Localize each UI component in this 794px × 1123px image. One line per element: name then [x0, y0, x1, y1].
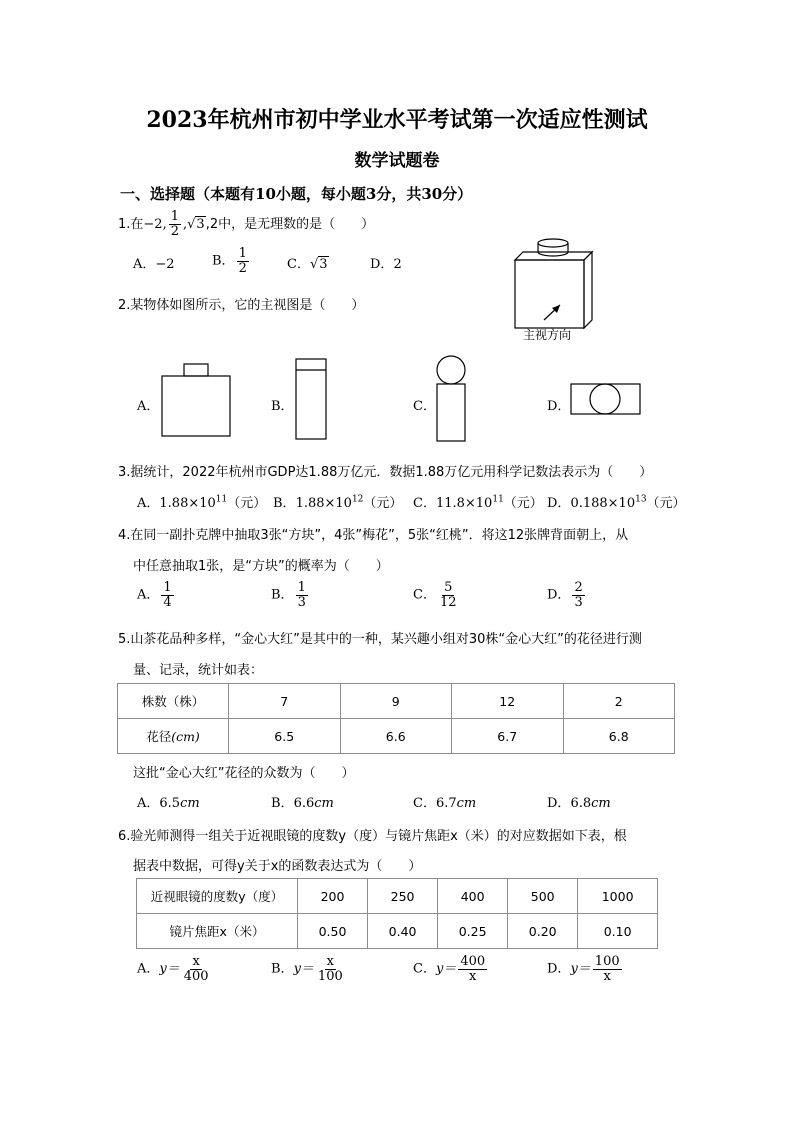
q5-table-cell: 6.6	[340, 719, 452, 754]
q5-table-cell: 6.7	[452, 719, 564, 754]
q2-option-a-figure[interactable]	[160, 363, 232, 439]
q3-option-b-exp: 12	[351, 494, 364, 505]
q2-view-direction-label: 主视方向	[523, 328, 572, 342]
q2-option-c-figure[interactable]	[434, 354, 470, 444]
q6-table-row-header: 镜片焦距x（米）	[137, 914, 298, 949]
q5-table-cell: 7	[229, 684, 341, 719]
q6-option-d-den: x	[603, 968, 611, 984]
q6-table-cell: 1000	[578, 879, 658, 914]
q4-option-b-den: 3	[297, 594, 306, 610]
q5-option-d-unit: cm	[591, 796, 611, 811]
q4-option-a-num: 1	[163, 580, 172, 595]
q5-option-d-value: 6.8	[570, 796, 592, 811]
q5-option-a-value: 6.5	[159, 796, 181, 811]
q5-option-d-label: D．	[547, 796, 571, 811]
q1-half-num: 1	[170, 209, 179, 225]
q6-table-cell: 400	[438, 879, 508, 914]
q6-option-c-lhs: y＝	[435, 961, 457, 977]
q6-option-b-num: x	[326, 954, 334, 969]
q5-data-table	[117, 683, 675, 754]
q4-option-a-den: 4	[163, 594, 172, 610]
q5-option-a[interactable]	[137, 792, 200, 811]
q3-option-d-exp: 13	[635, 494, 647, 505]
q3-option-b-label: B．	[273, 496, 296, 511]
q6-option-b-label: B．	[271, 961, 294, 977]
question-5-stem-line2: 量、记录，统计如表：	[133, 663, 264, 678]
q6-option-b-fraction	[316, 955, 345, 983]
q3-option-c-label: C．	[413, 496, 436, 511]
q4-option-c[interactable]	[413, 581, 461, 609]
q5-option-b-unit: cm	[314, 796, 334, 811]
q3-option-b-unit: （元）	[363, 496, 403, 511]
q2-option-a-label[interactable]: A．	[137, 399, 160, 414]
q3-option-c-unit: （元）	[503, 496, 543, 511]
q6-option-c-fraction	[458, 955, 487, 983]
q2-option-c-label[interactable]: C．	[413, 399, 436, 414]
q1-option-b-label: B．	[212, 253, 235, 269]
question-5-stem-line1: 5.山茶花品种多样，“金心大红”是其中的一种，某兴趣小组对30株“金心大红”的花径进行测	[118, 632, 642, 647]
q4-option-b-label: B．	[271, 587, 294, 603]
q1-option-c[interactable]	[287, 254, 329, 276]
q6-table-cell: 0.20	[508, 914, 578, 949]
q2-option-d-figure[interactable]	[569, 382, 643, 416]
q3-option-c[interactable]	[413, 492, 543, 511]
q6-table-cell: 0.25	[438, 914, 508, 949]
q4-option-d-label: D．	[547, 587, 571, 603]
q3-option-d[interactable]	[547, 492, 686, 511]
q6-option-b[interactable]	[271, 955, 347, 983]
q3-option-b-base: 1.88×10	[295, 496, 352, 511]
q6-table-row-header: 近视眼镜的度数y（度）	[137, 879, 298, 914]
q3-option-b[interactable]	[273, 492, 402, 511]
q5-option-b[interactable]	[271, 792, 334, 811]
q2-option-b-figure[interactable]	[295, 358, 329, 442]
q1-option-d[interactable]	[370, 254, 402, 276]
q6-table-cell: 0.50	[298, 914, 368, 949]
q6-option-c-label: C．	[413, 961, 436, 977]
q4-option-c-label: C．	[413, 587, 436, 603]
q1-comma: ,	[182, 217, 188, 232]
q3-option-c-base: 11.8×10	[435, 496, 493, 511]
q1-option-b[interactable]	[212, 247, 251, 275]
q4-option-b-num: 1	[297, 580, 306, 595]
q1-option-a-value: −2	[155, 257, 175, 272]
q5-option-b-value: 6.6	[293, 796, 315, 811]
q6-option-c-den: x	[469, 968, 477, 984]
q3-option-d-base: 0.188×10	[570, 496, 636, 511]
q3-option-a-base: 1.88×10	[159, 496, 216, 511]
q6-table-cell: 0.10	[578, 914, 658, 949]
q5-option-a-unit: cm	[180, 796, 200, 811]
q6-option-d-fraction	[593, 955, 622, 983]
q1-option-c-radicand: 3	[319, 257, 328, 272]
q5-table-cell: 12	[452, 684, 564, 719]
q5-option-d[interactable]	[547, 792, 611, 811]
q6-option-d-label: D．	[547, 961, 571, 977]
q5-option-b-label: B．	[271, 796, 294, 811]
q5-table-row-header	[118, 719, 229, 754]
q6-option-c[interactable]	[413, 955, 489, 983]
question-2-stem: 2.某物体如图所示，它的主视图是（ ）	[118, 298, 365, 313]
q4-option-b-fraction	[296, 581, 308, 609]
q1-option-a-label: A．	[133, 257, 156, 272]
q5-table-header-text: 花径	[146, 729, 172, 744]
question-4-stem-line2: 中任意抽取1张，是“方块”的概率为（ ）	[133, 559, 389, 574]
question-6-stem-line2: 据表中数据，可得y关于x的函数表达式为（ ）	[133, 859, 422, 874]
q3-option-a-unit: （元）	[227, 496, 267, 511]
q6-table-cell: 500	[508, 879, 578, 914]
q6-option-a-lhs: y＝	[159, 961, 180, 977]
q6-table-cell: 0.40	[368, 914, 438, 949]
q6-option-b-lhs: y＝	[293, 961, 314, 977]
q4-option-d-fraction	[572, 581, 584, 609]
q6-option-a-fraction	[182, 955, 211, 983]
q4-option-a-fraction	[161, 581, 173, 609]
q6-option-a-den: 400	[183, 968, 209, 984]
q1-suffix: ,2中，是无理数的是（ ）	[205, 217, 375, 232]
q1-option-a[interactable]	[133, 254, 175, 276]
q5-option-c-label: C．	[413, 796, 436, 811]
q1-option-b-den: 2	[238, 260, 247, 276]
q3-option-c-exp: 11	[492, 494, 504, 505]
question-3-stem: 3.据统计，2022年杭州市GDP达1.88万亿元．数据1.88万亿元用科学记数法表示为（ ）	[118, 465, 653, 480]
q3-option-a-label: A．	[137, 496, 160, 511]
q1-option-d-value: 2	[393, 257, 402, 272]
q5-option-c-value: 6.7	[435, 796, 457, 811]
q4-option-d[interactable]	[547, 581, 587, 609]
q6-table-cell: 250	[368, 879, 438, 914]
q5-option-c[interactable]	[413, 792, 476, 811]
q5-table-cell: 6.8	[563, 719, 675, 754]
q4-option-a-label: A．	[137, 587, 160, 603]
q6-option-d-num: 100	[594, 954, 620, 969]
q1-half-den: 2	[170, 224, 179, 239]
q1-prefix: 1.在	[118, 217, 144, 232]
q6-data-table	[136, 878, 658, 949]
q4-option-c-fraction	[438, 581, 459, 609]
q2-option-d-label[interactable]: D．	[547, 399, 571, 414]
q1-option-c-label: C．	[287, 257, 310, 272]
question-4-stem-line1: 4.在同一副扑克牌中抽取3张“方块”，4张”梅花”，5张“红桃”．将这12张牌背面朝上，从	[118, 528, 629, 543]
question-1-stem	[118, 210, 374, 240]
q6-option-d[interactable]	[547, 955, 624, 983]
q1-sqrt3-radicand: 3	[196, 217, 205, 232]
q1-option-d-label: D．	[370, 257, 394, 272]
q5-option-a-label: A．	[137, 796, 160, 811]
q3-option-a[interactable]	[137, 492, 266, 511]
q3-option-d-label: D．	[547, 496, 571, 511]
q6-table-row-focal	[137, 914, 658, 949]
q5-table-row-header: 株数（株）	[118, 684, 229, 719]
q4-option-c-num: 5	[444, 580, 453, 595]
q5-table-cell: 6.5	[229, 719, 341, 754]
q4-option-c-den: 12	[439, 594, 457, 610]
q6-table-cell: 200	[298, 879, 368, 914]
q3-option-a-exp: 11	[215, 494, 228, 505]
q1-option-b-num: 1	[238, 246, 247, 261]
q5-table-header-unit: (cm)	[171, 729, 200, 744]
q5-table-row-diameter	[118, 719, 675, 754]
q1-option-b-fraction	[237, 247, 249, 275]
q1-neg-two: −2,	[143, 217, 167, 232]
q6-table-row-degree	[137, 879, 658, 914]
q4-option-b[interactable]	[271, 581, 310, 609]
page-title: 2023年杭州市初中学业水平考试第一次适应性测试	[146, 107, 648, 133]
q6-option-b-den: 100	[317, 968, 343, 984]
q6-option-a[interactable]	[137, 955, 213, 983]
q6-option-a-label: A．	[137, 961, 160, 977]
page-subtitle: 数学试题卷	[354, 151, 440, 171]
q5-table-cell: 2	[563, 684, 675, 719]
q2-option-b-label[interactable]: B．	[271, 399, 294, 414]
q6-option-d-lhs: y＝	[570, 961, 591, 977]
q4-option-a[interactable]	[137, 581, 176, 609]
q4-option-d-den: 3	[574, 594, 583, 610]
q1-sqrt3: √3	[187, 217, 205, 232]
q1-half-fraction	[169, 210, 181, 238]
question-6-stem-line1: 6.验光师测得一组关于近视眼镜的度数y（度）与镜片焦距x（米）的对应数据如下表，根	[118, 829, 627, 844]
q5-question: 这批“金心大红”花径的众数为（ ）	[133, 766, 355, 781]
section-heading: 一、选择题（本题有10小题，每小题3分，共30分）	[120, 185, 473, 203]
q3-option-d-unit: （元）	[646, 496, 686, 511]
q1-option-c-sqrt: √3	[309, 257, 328, 272]
q5-table-cell: 9	[340, 684, 452, 719]
q5-table-row-count	[118, 684, 675, 719]
q4-option-d-num: 2	[574, 580, 583, 595]
q6-option-a-num: x	[192, 954, 200, 969]
q5-option-c-unit: cm	[456, 796, 477, 811]
q6-option-c-num: 400	[460, 954, 486, 969]
